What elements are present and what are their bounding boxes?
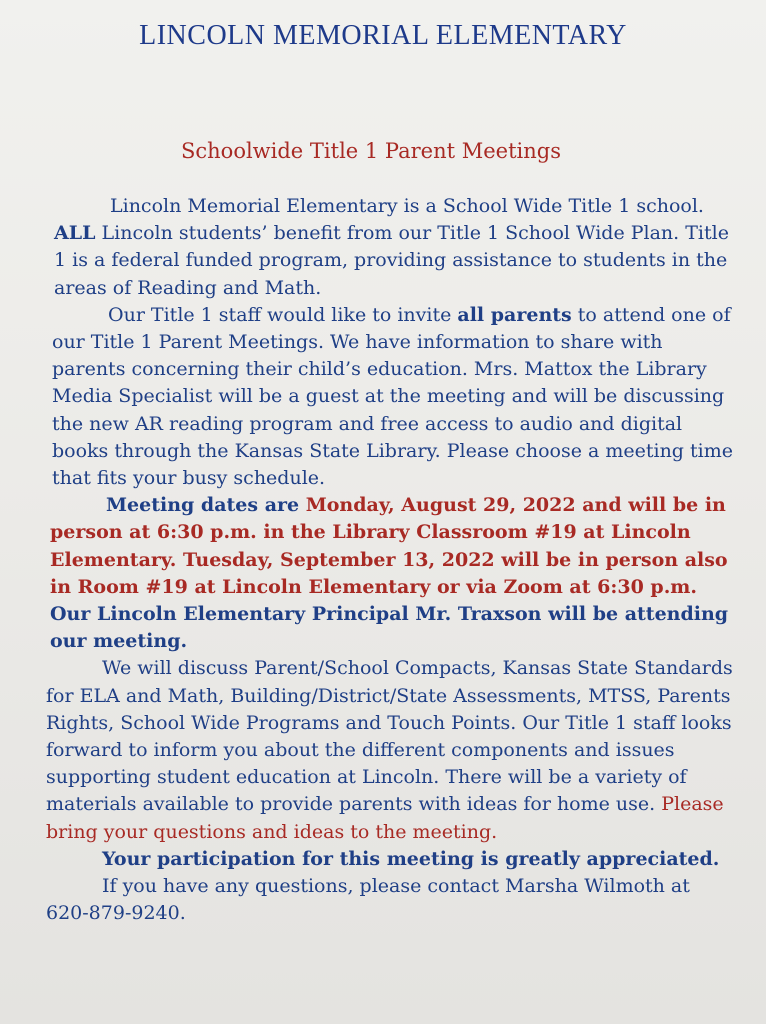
all-emphasis: ALL (54, 222, 96, 245)
paragraph-meeting-dates (46, 492, 736, 655)
meeting-dates-lead: Meeting dates are (106, 494, 306, 517)
paragraph-appreciation (46, 846, 736, 873)
meeting-dates-details: Monday, August 29, 2022 and will be in person at 6:30 p.m. in the Library Classroom #19 at Lincoln Elementary. Tuesday, September 13, 2022 will be in person also in Room #19 at Lincoln Elementary or via Zoom at 6:30 p.m. (50, 494, 728, 598)
intro-continuation: Lincoln students’ benefit from our Title 1 School Wide Plan. Title 1 is a federal funded program, providing assistance to students in the areas of Reading and Math. (54, 222, 729, 299)
all-parents-emphasis: all parents (457, 303, 572, 326)
flyer-body (46, 193, 736, 927)
bring-questions-text: Please bring your questions and ideas to the meeting. (46, 793, 724, 843)
invitation-text-after: to attend one of our Title 1 Parent Meetings. We have information to share with parents concerning their child’s education. Mrs. Mattox the Library Media Specialist will be a guest at the meeting and will be discussing the new AR reading program and free access to audio and digital books through the Kansas State Library. Please choose a meeting time that fits your busy schedule. (52, 303, 733, 490)
contact-text: If you have any questions, please contact Marsha Wilmoth at 620-879-9240. (46, 875, 690, 925)
invitation-text-before: Our Title 1 staff would like to invite (108, 303, 458, 326)
intro-sentence: Lincoln Memorial Elementary is a School Wide Title 1 school. (110, 195, 704, 217)
paragraph-invitation (46, 302, 736, 492)
school-title: LINCOLN MEMORIAL ELEMENTARY (139, 20, 627, 51)
flyer-subtitle: Schoolwide Title 1 Parent Meetings (181, 139, 561, 163)
topics-text: We will discuss Parent/School Compacts, Kansas State Standards for ELA and Math, Building/District/State Assessments, MTSS, Parents Rights, School Wide Programs and Touch Points. Our Title 1 staff looks forward to inform you about the different components and issues supporting student education at Lincoln. There will be a variety of materials available to provide parents with ideas for home use. (46, 657, 733, 816)
paragraph-topics (46, 655, 736, 845)
appreciation-text: Your participation for this meeting is greatly appreciated. (102, 847, 720, 870)
paragraph-intro (46, 193, 736, 302)
principal-attending: Our Lincoln Elementary Principal Mr. Traxson will be attending our meeting. (50, 603, 729, 653)
paragraph-contact (46, 873, 736, 927)
